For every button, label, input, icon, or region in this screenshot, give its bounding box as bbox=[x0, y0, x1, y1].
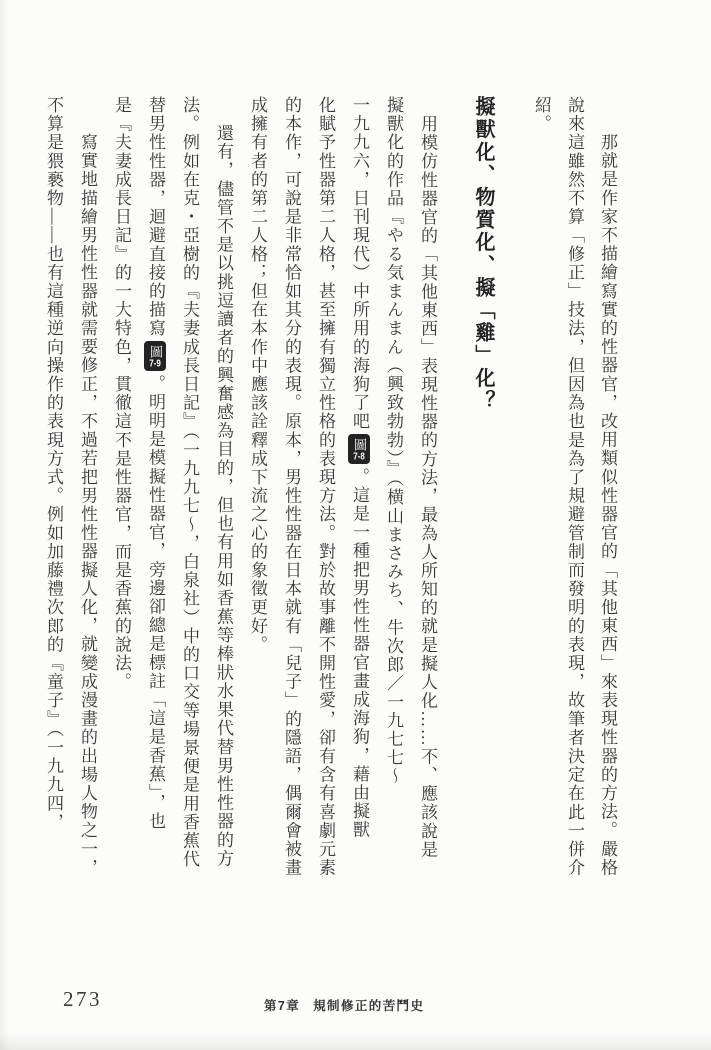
column-text: 紹。 bbox=[532, 96, 551, 134]
figure-ref-7-9 bbox=[144, 341, 166, 372]
text-column bbox=[206, 96, 240, 902]
text-column bbox=[274, 96, 308, 902]
column-text: 替男性性器，迴避直接的描寫 bbox=[146, 96, 165, 338]
figure-ref-label: 圖 bbox=[352, 437, 367, 451]
text-column bbox=[36, 96, 70, 902]
column-text: 還有，儘管不是以挑逗讀者的興奮感為目的，但也有用如香蕉等棒狀水果代替男性性器的方 bbox=[214, 124, 233, 868]
vertical-text-block bbox=[36, 96, 624, 902]
figure-ref-7-8 bbox=[348, 434, 370, 465]
column-text: 的本作，可說是非常恰如其分的表現。原本，男性性器在日本就有「兒子」的隱語，偶爾會被畫 bbox=[282, 96, 301, 878]
section-heading-text: 擬獸化、物質化、擬「雞」化？ bbox=[472, 96, 494, 413]
column-text: 不算是猥褻物——也有這種逆向操作的表現方式。例如加藤禮次郎的『童子』（一九九四， bbox=[44, 96, 63, 832]
column-text: 擬獸化的作品『やる気まんまん（興致勃勃）』（横山まさみち、牛次郎／一九七七～ bbox=[384, 96, 403, 786]
text-column bbox=[138, 96, 172, 902]
text-column bbox=[525, 96, 558, 902]
text-column bbox=[70, 96, 104, 902]
text-column bbox=[172, 96, 206, 902]
chapter-label: 第7章 bbox=[264, 999, 301, 1013]
column-text: 化賦予性器第二人格，甚至擁有獨立性格的表現方法。對於故事離不開性愛，卻有含有喜劇元素 bbox=[316, 96, 335, 878]
text-column bbox=[376, 96, 410, 902]
column-text: 是『夫妻成長日記』的一大特色，貫徹這不是性器官，而是香蕉的說法。 bbox=[112, 96, 131, 692]
section-heading bbox=[470, 96, 496, 902]
text-column bbox=[308, 96, 342, 902]
chapter-title: 規制修正的苦鬥史 bbox=[313, 999, 425, 1013]
column-text: 成擁有者的第二人格；但在本作中應該詮釋成下流之心的象徵更好。 bbox=[248, 96, 267, 654]
text-column bbox=[558, 96, 591, 902]
text-column bbox=[410, 96, 444, 902]
column-text: 法。例如在克・亞樹的『夫妻成長日記』（一九九七～，白泉社）中的口交等場景便是用香蕉代 bbox=[180, 96, 199, 869]
column-text: 寫實地描繪男性性器就需要修正，不過若把男性性器擬人化，就變成漫畫的出場人物之一， bbox=[78, 133, 97, 877]
column-text: 說來這雖然不算「修正」技法，但因為也是為了規避管制而發明的表現，故筆者決定在此一併介 bbox=[565, 96, 584, 878]
running-footer bbox=[264, 996, 424, 1014]
text-column bbox=[591, 96, 624, 902]
text-column bbox=[342, 96, 376, 902]
column-text: 。這是一種把男性性器官畫成海狗，藉由擬獸 bbox=[350, 467, 369, 840]
column-text: 一九九六，日刊現代）中所用的海狗了吧 bbox=[350, 96, 369, 431]
column-text: 。明明是模擬性器官，旁邊卻總是標註「這是香蕉」，也 bbox=[146, 374, 165, 831]
page-number: 273 bbox=[63, 987, 102, 1011]
figure-ref-number: 7-9 bbox=[149, 357, 161, 369]
column-text: 用模仿性器官的「其他東西」表現性器的方法，最為人所知的就是擬人化……不、應該說是 bbox=[418, 115, 437, 859]
column-text: 那就是作家不描繪寫實的性器官，改用類似性器官的「其他東西」來表現性器的方法。嚴格 bbox=[598, 133, 617, 877]
text-column bbox=[240, 96, 274, 902]
figure-ref-label: 圖 bbox=[148, 344, 163, 358]
figure-ref-number: 7-8 bbox=[353, 450, 365, 462]
text-column bbox=[104, 96, 138, 902]
